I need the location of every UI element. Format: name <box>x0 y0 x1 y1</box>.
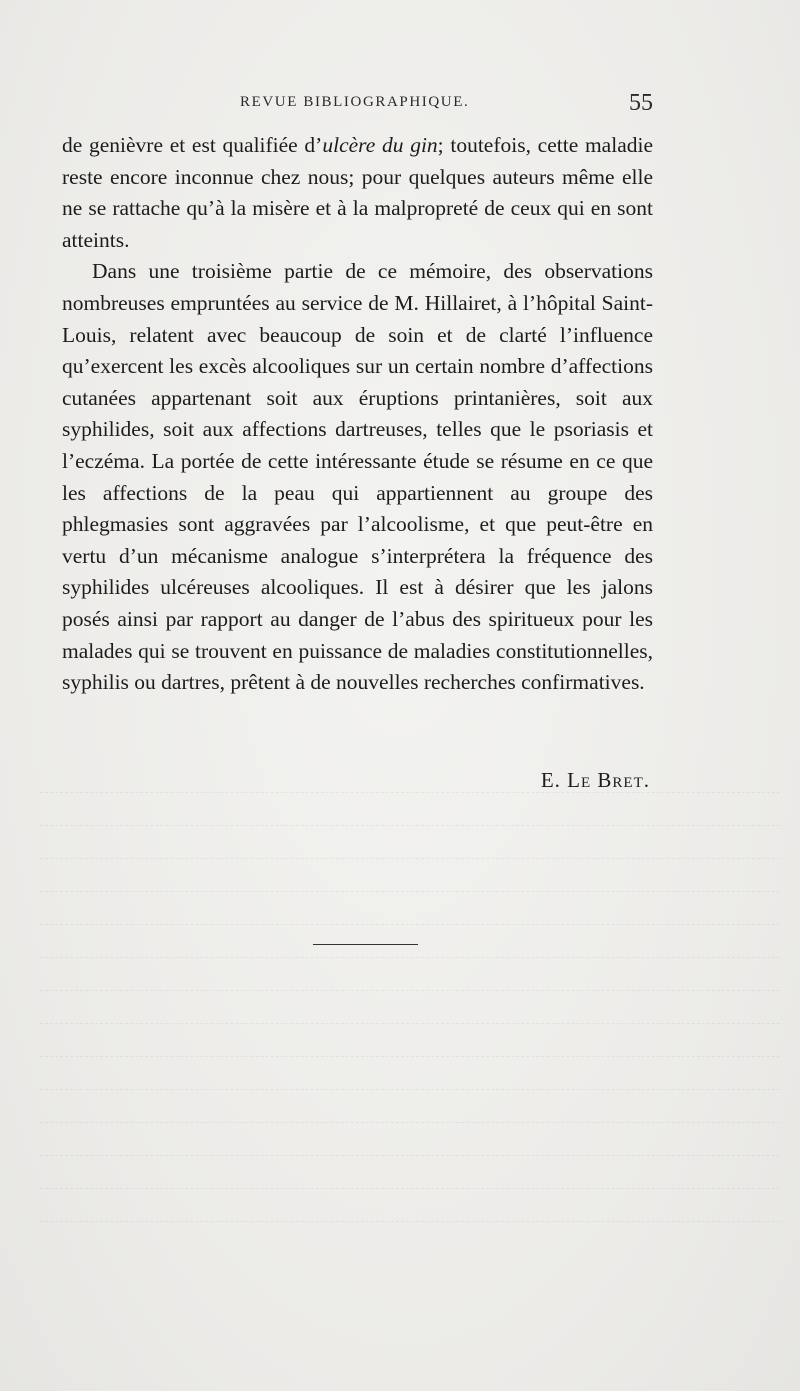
show-through-texture <box>40 760 780 1240</box>
body-text <box>62 130 653 699</box>
italic-term: ulcère du gin <box>322 133 438 157</box>
paragraph-2: Dans une troisième partie de ce mémoire, des observations nombreuses empruntées au service de M. Hillairet, à l’hôpital Saint-Louis, relatent avec beaucoup de soin et de clarté l’influence qu’exercent les excès alcooliques sur un certain nombre d’affections cutanées appartenant soit aux éruptions printanières, soit aux syphilides, soit aux affections dartreuses, telles que le psoriasis et l’eczéma. La portée de cette intéressante étude se résume en ce que les affections de la peau qui appartiennent au groupe des phlegmasies sont aggravées par l’alcoolisme, et que peut-être en vertu d’un mécanisme analogue s’interprétera la fréquence des syphilides ulcéreuses alcooliques. Il est à désirer que les jalons posés ainsi par rapport au danger de l’abus des spiritueux pour les malades qui se trouvent en puissance de maladies constitutionnelles, syphilis ou dartres, prêtent à de nouvelles recherches confirmatives. <box>62 259 653 695</box>
paragraph-1-rest: ; toutefois, cette maladie reste encore inconnue chez nous; pour quelques auteurs même elle ne se rattache qu’à la misère et à la malpropreté de ceux qui en sont atteints. <box>62 133 653 252</box>
author-initial: E. <box>540 768 561 792</box>
paragraph-1 <box>62 130 653 256</box>
author-signature <box>541 768 650 793</box>
page-number: 55 <box>629 90 653 116</box>
page-header <box>62 90 653 124</box>
running-head: REVUE BIBLIOGRAPHIQUE. <box>240 94 470 110</box>
paragraph-1-start: de genièvre et est qualifiée d’ <box>62 133 323 157</box>
section-divider <box>313 944 418 945</box>
author-name: Le Bret. <box>567 768 650 792</box>
